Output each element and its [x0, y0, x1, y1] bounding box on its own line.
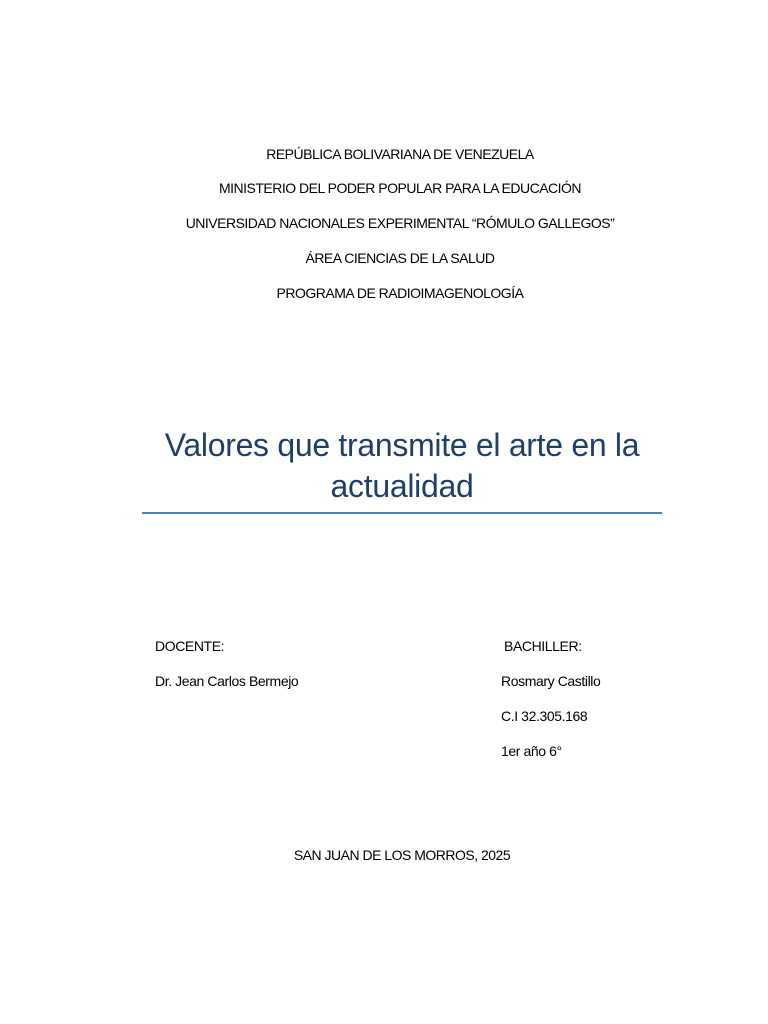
title-line-1: Valores que transmite el arte en la [164, 427, 640, 463]
bachiller-label: BACHILLER: [504, 638, 582, 654]
bachiller-year: 1er año 6° [501, 743, 562, 759]
header-country: REPÚBLICA BOLIVARIANA DE VENEZUELA [266, 146, 534, 162]
header-ministry: MINISTERIO DEL PODER POPULAR PARA LA EDUCACIÓN [218, 180, 582, 196]
title-line-2: actualidad [330, 468, 474, 504]
bachiller-id: C.I 32.305.168 [501, 708, 588, 724]
place-date: SAN JUAN DE LOS MORROS, 2025 [293, 847, 511, 863]
title-underline [142, 512, 662, 514]
header-program: PROGRAMA DE RADIOIMAGENOLOGÍA [276, 285, 524, 301]
header-university: UNIVERSIDAD NACIONALES EXPERIMENTAL “RÓMULO GALLEGOS” [185, 215, 615, 231]
header-area: ÁREA CIENCIAS DE LA SALUD [305, 250, 495, 266]
document-title [140, 425, 664, 507]
docente-label: DOCENTE: [155, 638, 225, 654]
bachiller-name: Rosmary Castillo [501, 673, 601, 689]
docente-name: Dr. Jean Carlos Bermejo [155, 673, 299, 689]
